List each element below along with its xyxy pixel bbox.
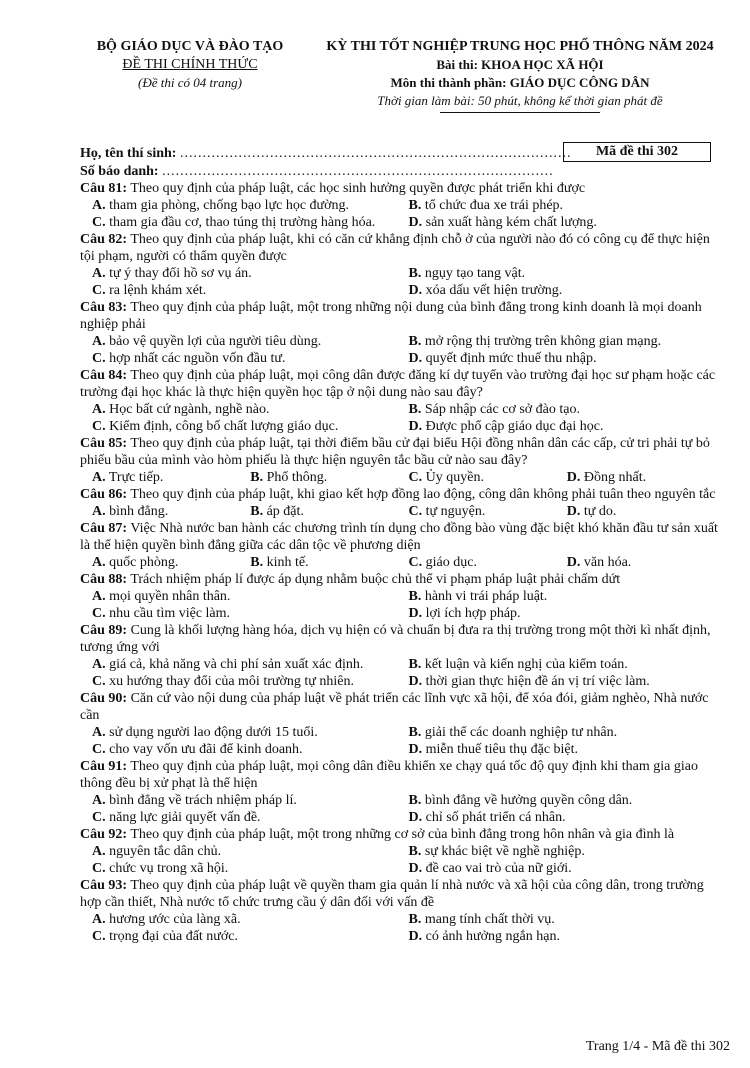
option-text: hợp nhất các nguồn vốn đầu tư. — [109, 351, 286, 366]
option-text: Được phổ cập giáo dục đại học. — [425, 419, 604, 434]
option-letter: A. — [92, 266, 106, 281]
answer-option — [409, 673, 726, 690]
option-letter: D. — [408, 606, 423, 621]
question-number: Câu 82: — [80, 232, 128, 247]
answer-option — [409, 265, 726, 282]
option-letter: D. — [566, 504, 581, 519]
option-text: sử dụng người lao động dưới 15 tuổi. — [109, 725, 318, 740]
question-text: Theo quy định của pháp luật, mọi công dân điều khiển xe chạy quá tốc độ quy định khi tham gia giao thông đều bị xử phạt là thể hiện — [80, 759, 698, 791]
answer-option — [92, 503, 250, 520]
answer-option — [409, 282, 726, 299]
answer-option — [250, 503, 408, 520]
question-stem — [80, 299, 725, 333]
question-number: Câu 86: — [80, 487, 128, 502]
option-letter: B. — [250, 555, 264, 570]
exam-subject: Bài thi: KHOA HỌC XÃ HỘI — [436, 57, 604, 72]
question-text: Theo quy định của pháp luật, các học sinh hưởng quyền được phát triển khi được — [130, 181, 586, 196]
exam-time: Thời gian làm bài: 50 phút, không kể thời gian phát đề — [377, 93, 663, 108]
option-letter: D. — [408, 810, 423, 825]
answer-options — [80, 656, 725, 690]
answer-option — [92, 605, 409, 622]
answer-option — [567, 554, 725, 571]
answer-option — [567, 469, 725, 486]
question-number: Câu 91: — [80, 759, 128, 774]
option-text: mọi quyền nhân thân. — [109, 589, 231, 604]
exam-title: KỲ THI TỐT NGHIỆP TRUNG HỌC PHỔ THÔNG NĂM 2024 — [326, 39, 714, 54]
option-text: có ảnh hưởng ngắn hạn. — [425, 929, 560, 944]
option-text: áp đặt. — [266, 504, 304, 519]
answer-option — [409, 350, 726, 367]
answer-option — [92, 673, 409, 690]
option-text: năng lực giải quyết vấn đề. — [109, 810, 261, 825]
answer-option — [409, 656, 726, 673]
answer-option — [92, 792, 409, 809]
option-letter: C. — [92, 674, 106, 689]
question-item — [80, 622, 725, 690]
question-number: Câu 84: — [80, 368, 128, 383]
candidate-id-row — [80, 163, 554, 181]
exam-code-box: Mã đề thi 302 — [563, 142, 711, 162]
option-text: bình đẳng về hưởng quyền công dân. — [424, 793, 633, 808]
answer-option — [409, 741, 726, 758]
question-stem — [80, 435, 725, 469]
option-text: giáo dục. — [425, 555, 477, 570]
answer-options — [80, 197, 725, 231]
answer-options — [80, 792, 725, 826]
option-letter: B. — [408, 657, 422, 672]
question-stem — [80, 690, 725, 724]
candidate-id-blank: ....................................................................................... — [162, 164, 554, 179]
option-text: ra lệnh khám xét. — [109, 283, 207, 298]
option-letter: C. — [92, 861, 106, 876]
candidate-info — [80, 145, 572, 181]
option-letter: D. — [408, 283, 423, 298]
option-text: Kiểm định, công bố chất lượng giáo dục. — [109, 419, 339, 434]
option-letter: C. — [92, 606, 106, 621]
answer-option — [92, 843, 409, 860]
answer-option — [409, 214, 726, 231]
question-text: Theo quy định của pháp luật về quyền tham gia quản lí nhà nước và xã hội của công dân, trong trường hợp cần thiết, Nhà nước tổ chức trưng cầu ý dân đối với vấn đề — [80, 878, 704, 910]
answer-options — [80, 843, 725, 877]
question-stem — [80, 520, 725, 554]
answer-option — [92, 656, 409, 673]
option-letter: D. — [408, 351, 423, 366]
question-stem — [80, 231, 725, 265]
option-letter: A. — [92, 725, 106, 740]
question-item — [80, 826, 725, 877]
answer-options — [80, 724, 725, 758]
answer-option — [409, 724, 726, 741]
answer-option — [92, 911, 409, 928]
answer-options — [80, 554, 725, 571]
question-stem — [80, 571, 725, 588]
option-letter: B. — [250, 470, 264, 485]
option-letter: D. — [408, 861, 423, 876]
option-text: tự ý thay đổi hồ sơ vụ án. — [109, 266, 252, 281]
option-text: sự khác biệt về nghề nghiệp. — [424, 844, 585, 859]
question-number: Câu 93: — [80, 878, 128, 893]
answer-option — [92, 741, 409, 758]
ministry-name: BỘ GIÁO DỤC VÀ ĐÀO TẠO — [96, 39, 284, 54]
question-stem — [80, 367, 725, 401]
answer-option — [409, 588, 726, 605]
answer-option — [92, 265, 409, 282]
option-letter: A. — [92, 912, 106, 927]
option-letter: C. — [92, 742, 106, 757]
option-letter: D. — [408, 215, 423, 230]
question-text: Theo quy định của pháp luật, khi có căn cứ khẳng định chỗ ở của người nào đó có công cụ để thực hiện tội phạm, người có thẩm quyền được — [80, 232, 710, 264]
question-number: Câu 81: — [80, 181, 128, 196]
option-letter: C. — [92, 810, 106, 825]
option-letter: A. — [92, 555, 106, 570]
option-text: mang tính chất thời vụ. — [424, 912, 555, 927]
question-list — [80, 180, 725, 945]
answer-option — [92, 928, 409, 945]
question-stem — [80, 622, 725, 656]
question-text: Theo quy định của pháp luật, tại thời điểm bầu cử đại biểu Hội đồng nhân dân các cấp, cử tri phải tự bỏ phiếu bầu của mình vào hòm phiếu là thực hiện nguyên tắc bầu cử nào sau đây? — [80, 436, 710, 468]
answer-option — [92, 724, 409, 741]
question-text: Theo quy định của pháp luật, mọi công dân được đăng kí dự tuyển vào trường đại học sư phạm hoặc các trường đại học khác là thực hiện quyền học tập ở nội dung nào sau đây? — [80, 368, 716, 400]
option-text: mở rộng thị trường trên không gian mạng. — [424, 334, 662, 349]
answer-option — [409, 792, 726, 809]
option-text: chỉ số phát triển cá nhân. — [425, 810, 566, 825]
option-text: Ủy quyền. — [425, 470, 484, 485]
option-letter: B. — [408, 725, 422, 740]
option-text: tham gia đầu cơ, thao túng thị trường hàng hóa. — [109, 215, 376, 230]
option-letter: B. — [408, 793, 422, 808]
option-letter: A. — [92, 334, 106, 349]
option-text: tổ chức đua xe trái phép. — [424, 198, 564, 213]
option-text: Học bất cứ ngành, nghề nào. — [109, 402, 270, 417]
official-label: ĐỀ THI CHÍNH THỨC — [122, 57, 258, 72]
option-letter: C. — [408, 555, 423, 570]
option-text: Phổ thông. — [266, 470, 328, 485]
option-text: Trực tiếp. — [108, 470, 164, 485]
question-item — [80, 299, 725, 367]
option-letter: A. — [92, 793, 106, 808]
answer-option — [409, 605, 726, 622]
option-letter: D. — [408, 742, 423, 757]
question-item — [80, 231, 725, 299]
answer-options — [80, 588, 725, 622]
option-letter: D. — [408, 929, 423, 944]
option-text: giải thể các doanh nghiệp tư nhân. — [424, 725, 618, 740]
option-letter: A. — [92, 657, 106, 672]
option-letter: C. — [408, 504, 423, 519]
question-number: Câu 83: — [80, 300, 128, 315]
answer-option — [92, 197, 409, 214]
question-item — [80, 690, 725, 758]
answer-options — [80, 911, 725, 945]
option-letter: D. — [566, 555, 581, 570]
answer-option — [250, 554, 408, 571]
question-number: Câu 89: — [80, 623, 128, 638]
question-stem — [80, 877, 725, 911]
option-text: Sáp nhập các cơ sở đào tạo. — [424, 402, 580, 417]
answer-option — [92, 350, 409, 367]
question-text: Theo quy định của pháp luật, một trong những cơ sở của bình đẳng trong hôn nhân và gia đình là — [130, 827, 675, 842]
exam-component: Môn thi thành phần: GIÁO DỤC CÔNG DÂN — [390, 75, 650, 90]
answer-option — [409, 197, 726, 214]
answer-option — [92, 282, 409, 299]
question-item — [80, 877, 725, 945]
question-stem — [80, 180, 725, 197]
question-text: Căn cứ vào nội dung của pháp luật về phát triển các lĩnh vực xã hội, để xóa đói, giảm nghèo, Nhà nước cần — [80, 691, 709, 723]
question-stem — [80, 486, 725, 503]
answer-options — [80, 265, 725, 299]
option-text: tham gia phòng, chống bạo lực học đường. — [109, 198, 350, 213]
option-text: cho vay vốn ưu đãi để kinh doanh. — [109, 742, 303, 757]
answer-option — [92, 588, 409, 605]
option-letter: A. — [92, 470, 106, 485]
page-footer: Trang 1/4 - Mã đề thi 302 — [585, 1039, 730, 1054]
option-letter: B. — [408, 198, 422, 213]
question-item — [80, 435, 725, 486]
header-exam-block — [320, 38, 720, 113]
header-divider — [440, 112, 600, 113]
option-text: xu hướng thay đổi của môi trường tự nhiên. — [109, 674, 354, 689]
answer-option — [92, 333, 409, 350]
answer-option — [92, 469, 250, 486]
answer-option — [92, 401, 409, 418]
question-text: Cung là khối lượng hàng hóa, dịch vụ hiện có và chuẩn bị đưa ra thị trường trong một thời kì nhất định, tương ứng với — [80, 623, 711, 655]
option-text: chức vụ trong xã hội. — [109, 861, 229, 876]
option-text: kinh tế. — [266, 555, 309, 570]
answer-option — [92, 554, 250, 571]
option-text: xóa dấu vết hiện trường. — [425, 283, 563, 298]
option-text: đề cao vai trò của nữ giới. — [425, 861, 572, 876]
answer-option — [92, 214, 409, 231]
option-text: thời gian thực hiện đề án vị trí việc làm. — [425, 674, 650, 689]
answer-options — [80, 401, 725, 435]
option-letter: A. — [92, 844, 106, 859]
option-text: lợi ích hợp pháp. — [425, 606, 521, 621]
option-text: hành vi trái pháp luật. — [424, 589, 548, 604]
option-letter: C. — [92, 351, 106, 366]
question-item — [80, 758, 725, 826]
question-item — [80, 520, 725, 571]
answer-option — [409, 418, 726, 435]
candidate-name-row — [80, 145, 572, 163]
question-text: Theo quy định của pháp luật, một trong những nội dung của bình đẳng trong kinh doanh là mọi doanh nghiệp phải — [80, 300, 702, 332]
question-item — [80, 486, 725, 520]
option-text: quốc phòng. — [109, 555, 179, 570]
option-letter: C. — [92, 215, 106, 230]
question-item — [80, 180, 725, 231]
header-ministry-block — [80, 38, 300, 92]
answer-option — [409, 843, 726, 860]
option-text: miễn thuế tiêu thụ đặc biệt. — [425, 742, 579, 757]
answer-option — [92, 809, 409, 826]
answer-option — [567, 503, 725, 520]
question-number: Câu 87: — [80, 521, 128, 536]
option-text: kết luận và kiến nghị của kiểm toán. — [424, 657, 628, 672]
answer-option — [92, 860, 409, 877]
answer-options — [80, 333, 725, 367]
option-text: tự do. — [583, 504, 617, 519]
answer-option — [409, 911, 726, 928]
option-text: hương ước của làng xã. — [109, 912, 241, 927]
option-text: ngụy tạo tang vật. — [424, 266, 526, 281]
option-letter: A. — [92, 504, 106, 519]
candidate-id-label: Số báo danh: — [80, 164, 159, 179]
option-letter: A. — [92, 589, 106, 604]
question-text: Việc Nhà nước ban hành các chương trình tín dụng cho đồng bào vùng đặc biệt khó khăn đầu tư sản xuất là thể hiện quyền bình đẳng giữa các dân tộc về phương diện — [80, 521, 718, 553]
option-text: trọng đại của đất nước. — [109, 929, 239, 944]
question-number: Câu 92: — [80, 827, 128, 842]
option-text: Đồng nhất. — [583, 470, 647, 485]
question-number: Câu 85: — [80, 436, 128, 451]
option-text: quyết định mức thuế thu nhập. — [425, 351, 597, 366]
question-number: Câu 90: — [80, 691, 128, 706]
page-count-note: (Đề thi có 04 trang) — [138, 75, 242, 90]
answer-option — [92, 418, 409, 435]
answer-option — [409, 554, 567, 571]
answer-option — [409, 809, 726, 826]
option-letter: A. — [92, 402, 106, 417]
question-stem — [80, 826, 725, 843]
candidate-name-blank: ....................................................................................... — [179, 146, 572, 161]
option-text: văn hóa. — [583, 555, 632, 570]
option-text: tự nguyện. — [425, 504, 486, 519]
option-letter: C. — [408, 470, 423, 485]
option-letter: C. — [92, 419, 106, 434]
option-letter: C. — [92, 929, 106, 944]
option-letter: B. — [408, 589, 422, 604]
option-text: nhu cầu tìm việc làm. — [109, 606, 231, 621]
option-text: bình đẳng về trách nhiệm pháp lí. — [109, 793, 297, 808]
option-text: sản xuất hàng kém chất lượng. — [425, 215, 597, 230]
answer-options — [80, 503, 725, 520]
option-letter: B. — [408, 844, 422, 859]
option-letter: D. — [408, 419, 423, 434]
question-number: Câu 88: — [80, 572, 128, 587]
option-text: bảo vệ quyền lợi của người tiêu dùng. — [109, 334, 322, 349]
option-text: giá cả, khả năng và chi phí sản xuất xác định. — [109, 657, 364, 672]
option-letter: B. — [408, 334, 422, 349]
question-item — [80, 367, 725, 435]
answer-option — [409, 503, 567, 520]
answer-option — [409, 333, 726, 350]
question-item — [80, 571, 725, 622]
answer-option — [250, 469, 408, 486]
question-text: Theo quy định của pháp luật, khi giao kết hợp đồng lao động, công dân không phải tuân theo nguyên tắc — [130, 487, 716, 502]
answer-option — [409, 860, 726, 877]
question-text: Trách nhiệm pháp lí được áp dụng nhằm buộc chủ thể vi phạm pháp luật phải chấm dứt — [130, 572, 621, 587]
option-text: bình đẳng. — [109, 504, 169, 519]
option-letter: B. — [408, 912, 422, 927]
answer-options — [80, 469, 725, 486]
candidate-name-label: Họ, tên thí sinh: — [80, 146, 177, 161]
option-letter: D. — [566, 470, 581, 485]
option-letter: B. — [250, 504, 264, 519]
option-letter: D. — [408, 674, 423, 689]
option-letter: B. — [408, 402, 422, 417]
option-letter: A. — [92, 198, 106, 213]
answer-option — [409, 401, 726, 418]
option-letter: C. — [92, 283, 106, 298]
option-letter: B. — [408, 266, 422, 281]
question-stem — [80, 758, 725, 792]
answer-option — [409, 469, 567, 486]
answer-option — [409, 928, 726, 945]
option-text: nguyên tắc dân chủ. — [109, 844, 222, 859]
